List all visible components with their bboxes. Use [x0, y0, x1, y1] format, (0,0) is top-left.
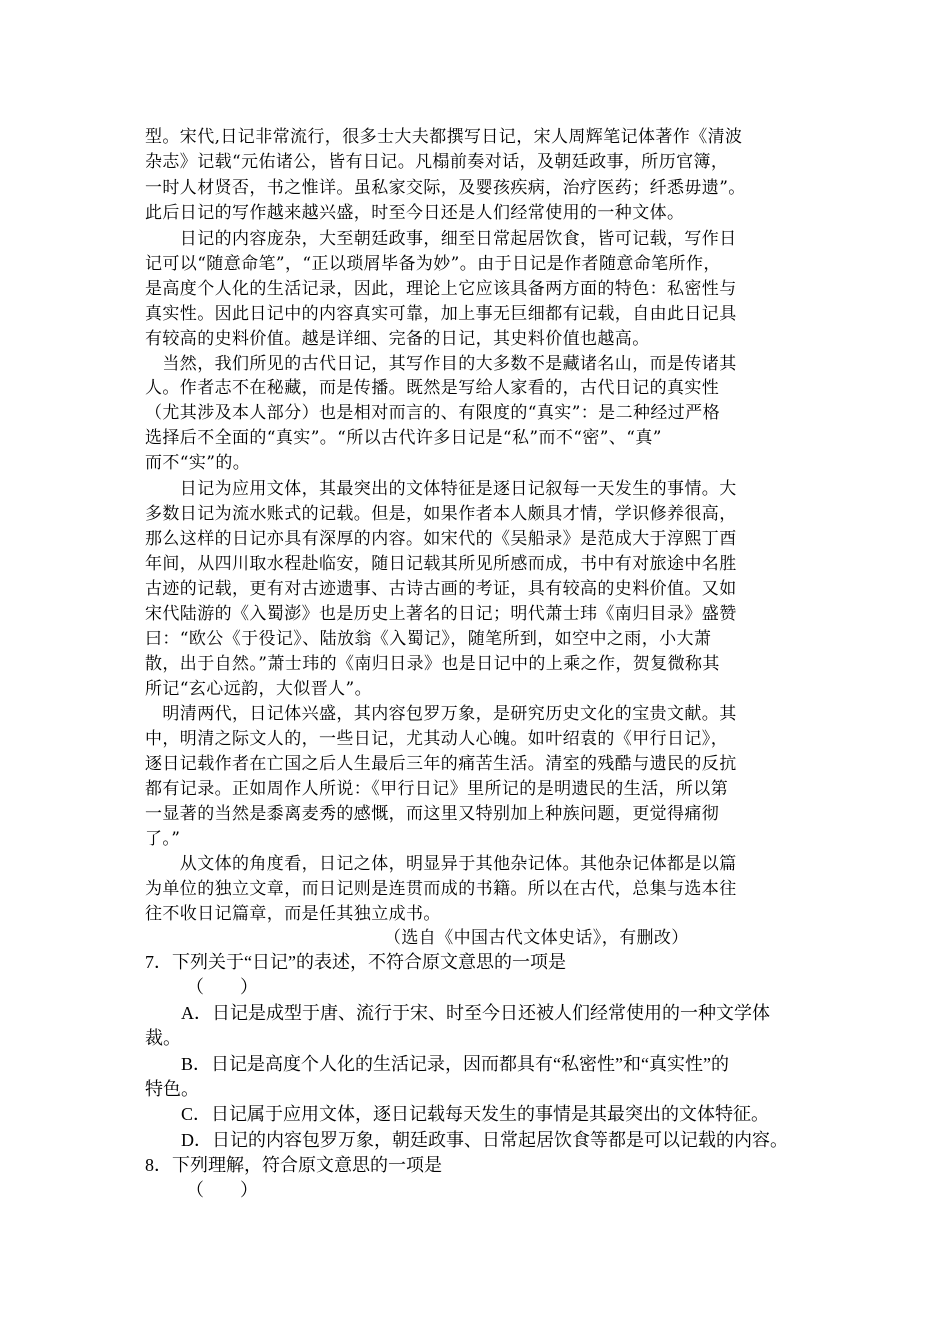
option-b-line: B．日记是高度个人化的生活记录，因而都具有“私密性”和“真实性”的: [145, 1054, 729, 1074]
option-b-line: 特色。: [145, 1079, 199, 1099]
passage-line: 曰：“欧公《于役记》、陆放翁《入蜀记》，随笔所到，如空中之雨，小大萧: [145, 629, 712, 649]
question-7-answer-bracket: （ ）: [186, 977, 258, 997]
passage-line: 有较高的史料价值。越是详细、完备的日记，其史料价值也越高。: [145, 329, 650, 349]
passage-line: 宋代陆游的《入蜀澎》也是历史上著名的日记；明代萧士玮《南归目录》盛赞: [145, 604, 737, 624]
passage-line: 记可以“随意命笔”，“正以琐屑毕备为妙”。由于日记是作者随意命笔所作，: [145, 254, 721, 274]
passage-line: 日记为应用文体，其最突出的文体特征是逐日记叙每一天发生的事情。大: [145, 479, 737, 499]
passage-line: 了。”: [145, 829, 181, 849]
passage-line: 那么这样的日记亦具有深厚的内容。如宋代的《吴船录》是范成大于淳熙丁酉: [145, 529, 737, 549]
passage-line: 此后日记的写作越来越兴盛，时至今日还是人们经常使用的一种文体。: [145, 203, 685, 223]
passage-line: 当然，我们所见的古代日记，其写作目的大多数不是藏诸名山，而是传诸其: [145, 354, 737, 374]
option-d: D．日记的内容包罗万象，朝廷政事、日常起居饮食等都是可以记载的内容。: [145, 1130, 788, 1150]
passage-line: 一时人材贤否，书之惟详。虽私家交际，及婴孩疾病，治疗医药；纤悉毋遗”。: [145, 178, 746, 198]
passage-line: 是高度个人化的生活记录，因此，理论上它应该具备两方面的特色：私密性与: [145, 279, 737, 299]
passage-line: 多数日记为流水账式的记载。但是，如果作者本人颇具才情，学识修养很高，: [145, 504, 737, 524]
passage-line: 为单位的独立文章，而日记则是连贯而成的书籍。所以在古代，总集与选本往: [145, 879, 737, 899]
passage-line: 逐日记载作者在亡国之后人生最后三年的痛苦生活。清室的残酷与遗民的反抗: [145, 754, 737, 774]
question-8-answer-bracket: （ ）: [186, 1180, 258, 1200]
passage-line: 都有记录。正如周作人所说：《甲行日记》里所记的是明遗民的生活，所以第: [145, 779, 729, 799]
passage-line: 从文体的角度看，日记之体，明显异于其他杂记体。其他杂记体都是以篇: [145, 854, 737, 874]
passage-line: 一显著的当然是黍离麦秀的感慨，而这里又特别加上种族问题，更觉得痛彻: [145, 804, 720, 824]
passage-line: 人。作者志不在秘藏，而是传播。既然是写给人家看的，古代日记的真实性: [145, 378, 720, 398]
passage-line: 型。宋代,日记非常流行，很多士大夫都撰写日记，宋人周辉笔记体著作《清波: [145, 127, 743, 147]
question-7-stem: 7．下列关于“日记”的表述，不符合原文意思的一项是: [145, 952, 566, 972]
passage-line: 选择后不全面的“真实”。“所以古代许多日记是“私”而不“密”、“真”: [145, 428, 662, 448]
passage-line: 往不收日记篇章，而是任其独立成书。: [145, 904, 441, 924]
passage-line: 而不“实”的。: [145, 453, 251, 473]
option-a-line: A．日记是成型于唐、流行于宋、时至今日还被人们经常使用的一种文学体: [145, 1003, 770, 1023]
passage-line: （尤其涉及本人部分）也是相对而言的、有限度的“真实”：是二种经过严格: [145, 403, 720, 423]
passage-line: 散，出于自然。”萧士玮的《南归日录》也是日记中的上乘之作，贺复微称其: [145, 654, 720, 674]
passage-line: 明清两代，日记体兴盛，其内容包罗万象，是研究历史文化的宝贵文献。其: [145, 704, 737, 724]
passage-line: 真实性。因此日记中的内容真实可靠，加上事无巨细都有记载，自由此日记具: [145, 304, 737, 324]
passage-line: 杂志》记载“元佑诸公，皆有日记。凡榻前奏对话，及朝廷政事，所历官簿，: [145, 152, 729, 172]
option-a-line: 裁。: [145, 1028, 181, 1048]
question-8-stem: 8．下列理解，符合原文意思的一项是: [145, 1155, 442, 1175]
passage-line: 日记的内容庞杂，大至朝廷政事，细至日常起居饮食，皆可记载，写作日: [145, 229, 737, 249]
passage-line: 中，明清之际文人的，一些日记，尤其动人心魄。如叶绍袁的《甲行日记》，: [145, 729, 729, 749]
passage-line: 古迹的记载，更有对古迹遗事、古诗古画的考证，具有较高的史料价值。又如: [145, 579, 737, 599]
passage-line: 年间，从四川取水程赴临安，随日记载其所见所感而成，书中有对旅途中名胜: [145, 554, 737, 574]
passage-source: （选自《中国古代文体史话》，有删改）: [384, 928, 689, 948]
option-c: C．日记属于应用文体，逐日记载每天发生的事情是其最突出的文体特征。: [145, 1104, 770, 1124]
passage-line: 所记“玄心远韵，大似晋人”。: [145, 679, 372, 699]
